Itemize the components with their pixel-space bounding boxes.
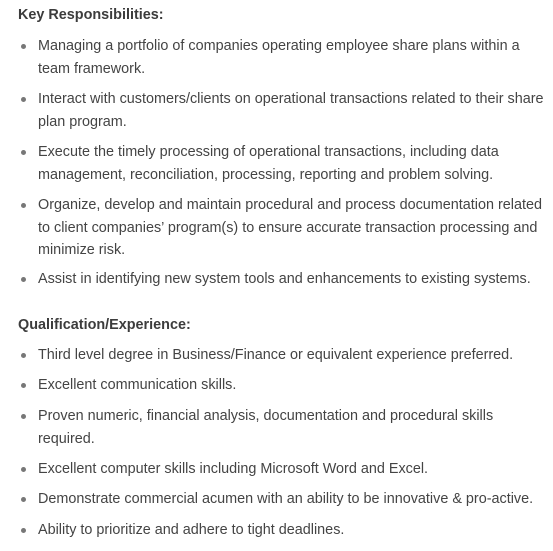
bullet-icon [21, 97, 26, 102]
list-item [0, 405, 553, 450]
list-item-text: Excellent computer skills including Microsoft Word and Excel. [38, 461, 429, 477]
bullet-icon [21, 277, 26, 282]
list-item [0, 268, 553, 291]
responsibilities-heading: Key Responsibilities: [18, 7, 164, 23]
list-item-text: Assist in identifying new system tools and enhancements to existing systems. [38, 271, 531, 287]
list-item [0, 458, 553, 481]
bullet-icon [21, 528, 26, 533]
list-item [0, 344, 553, 367]
list-item-text: Managing a portfolio of companies operating employee share plans within a team framework. [38, 38, 520, 77]
list-item-text: Ability to prioritize and adhere to tight deadlines. [38, 522, 345, 538]
bullet-icon [21, 467, 26, 472]
list-item [0, 374, 553, 397]
bullet-icon [21, 497, 26, 502]
list-item-text: Excellent communication skills. [38, 377, 237, 393]
bullet-icon [21, 414, 26, 419]
list-item [0, 519, 553, 542]
bullet-icon [21, 44, 26, 49]
list-item-text: Execute the timely processing of operational transactions, including data management, reconciliation, processing, reporting and problem solving. [38, 144, 499, 183]
list-item-text: Organize, develop and maintain procedural and process documentation related to client companies’ program(s) to ensure accurate transaction processing and minimize risk. [38, 197, 542, 258]
list-item [0, 35, 553, 80]
list-item [0, 194, 553, 262]
bullet-icon [21, 150, 26, 155]
list-item [0, 88, 553, 133]
list-item-text: Interact with customers/clients on operational transactions related to their share plan program. [38, 91, 544, 130]
bullet-icon [21, 203, 26, 208]
list-item-text: Demonstrate commercial acumen with an ability to be innovative & pro-active. [38, 491, 534, 507]
list-item [0, 141, 553, 186]
list-item [0, 488, 553, 511]
bullet-icon [21, 383, 26, 388]
list-item-text: Third level degree in Business/Finance or equivalent experience preferred. [38, 347, 514, 363]
qualifications-heading: Qualification/Experience: [18, 317, 191, 333]
bullet-icon [21, 353, 26, 358]
list-item-text: Proven numeric, financial analysis, documentation and procedural skills required. [38, 408, 494, 447]
